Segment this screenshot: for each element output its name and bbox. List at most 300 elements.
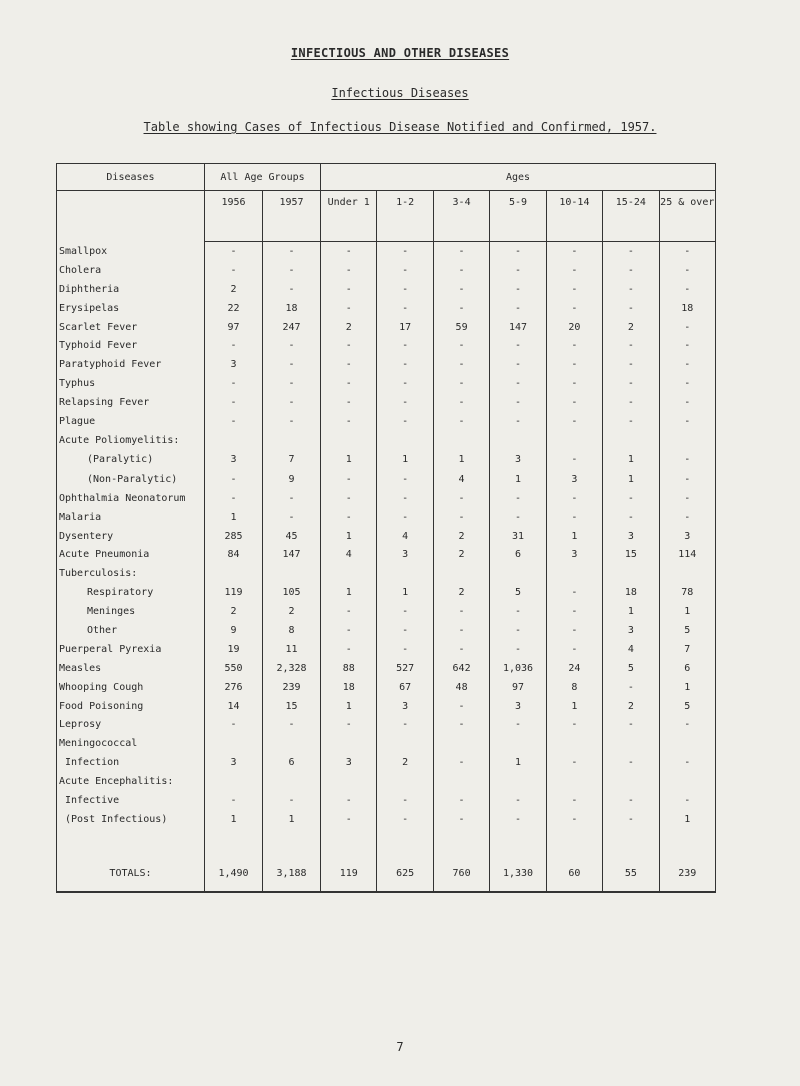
table-cell: 1 <box>603 450 659 470</box>
table-cell: 22 <box>205 299 263 318</box>
table-row <box>57 583 716 602</box>
subheader-cell: 3-4 <box>433 191 489 242</box>
disease-name: Meningococcal <box>57 734 205 753</box>
table-cell <box>321 564 377 583</box>
table-cell: 3 <box>205 450 263 470</box>
table-cell: - <box>263 508 321 527</box>
table-cell: - <box>321 810 377 829</box>
table-cell: - <box>321 355 377 374</box>
table-cell: - <box>490 810 546 829</box>
disease-name: Relapsing Fever <box>57 393 205 412</box>
table-cell: 2 <box>321 318 377 337</box>
table-cell: - <box>433 621 489 640</box>
table-cell: - <box>659 280 715 299</box>
table-cell: - <box>433 299 489 318</box>
table-cell: 1 <box>377 450 433 470</box>
table-cell: - <box>546 791 602 810</box>
table-cell: - <box>659 791 715 810</box>
table-cell: - <box>433 355 489 374</box>
table-cell: - <box>546 242 602 261</box>
disease-name: Acute Poliomyelitis: <box>57 431 205 450</box>
table-cell: - <box>490 715 546 734</box>
spacer-cell <box>321 829 377 857</box>
table-cell: - <box>377 508 433 527</box>
table-cell <box>377 734 433 753</box>
table-row <box>57 318 716 337</box>
table-cell: - <box>321 508 377 527</box>
table-cell: - <box>433 753 489 772</box>
table-cell: 5 <box>659 621 715 640</box>
table-cell: - <box>321 336 377 355</box>
table-cell: - <box>205 715 263 734</box>
table-cell: - <box>321 299 377 318</box>
subheader-cell: 5-9 <box>490 191 546 242</box>
table-cell: - <box>546 299 602 318</box>
table-cell: - <box>659 336 715 355</box>
table-cell: - <box>433 336 489 355</box>
table-cell: 1 <box>546 527 602 546</box>
table-cell: - <box>546 640 602 659</box>
table-cell <box>433 431 489 450</box>
table-cell: - <box>321 469 377 489</box>
table-cell: - <box>603 791 659 810</box>
table-cell <box>659 772 715 791</box>
page-number: 7 <box>396 1040 404 1054</box>
table-cell: - <box>546 621 602 640</box>
table-cell: 1 <box>546 697 602 716</box>
table-cell: 4 <box>321 545 377 564</box>
table-row <box>57 734 716 753</box>
table-cell: - <box>321 393 377 412</box>
table-cell: - <box>377 261 433 280</box>
table-cell: - <box>205 412 263 431</box>
table-cell: - <box>659 261 715 280</box>
table-cell: - <box>433 374 489 393</box>
disease-name: Dysentery <box>57 527 205 546</box>
col-ages: Ages <box>321 164 716 191</box>
table-cell: - <box>433 640 489 659</box>
table-cell: - <box>546 508 602 527</box>
page-title: INFECTIOUS AND OTHER DISEASES <box>290 46 510 60</box>
table-cell: 3 <box>321 753 377 772</box>
subheader-cell: 1-2 <box>377 191 433 242</box>
table-cell: - <box>659 753 715 772</box>
table-cell: 5 <box>490 583 546 602</box>
table-cell: - <box>490 791 546 810</box>
table-row <box>57 412 716 431</box>
table-cell: 7 <box>263 450 321 470</box>
table-cell: - <box>603 374 659 393</box>
table-cell <box>659 431 715 450</box>
table-cell: 1 <box>659 678 715 697</box>
table-cell: - <box>377 715 433 734</box>
table-cell: 3 <box>659 527 715 546</box>
totals-cell: 119 <box>321 857 377 892</box>
table-cell: 97 <box>205 318 263 337</box>
table-cell: 105 <box>263 583 321 602</box>
table-cell <box>603 564 659 583</box>
disease-name: Diphtheria <box>57 280 205 299</box>
table-cell: - <box>321 280 377 299</box>
table-cell <box>263 772 321 791</box>
table-cell: 20 <box>546 318 602 337</box>
disease-name: (Post Infectious) <box>57 810 205 829</box>
spacer-cell <box>603 829 659 857</box>
totals-label: TOTALS: <box>57 857 205 892</box>
table-cell: 48 <box>433 678 489 697</box>
table-cell: - <box>205 336 263 355</box>
table-row <box>57 355 716 374</box>
table-cell: - <box>603 412 659 431</box>
table-cell: - <box>490 355 546 374</box>
disease-name: Smallpox <box>57 242 205 261</box>
table-cell: 1 <box>603 469 659 489</box>
disease-name: Paratyphoid Fever <box>57 355 205 374</box>
totals-cell: 239 <box>659 857 715 892</box>
table-cell: - <box>433 791 489 810</box>
table-cell: - <box>205 791 263 810</box>
spacer-cell <box>490 829 546 857</box>
table-row <box>57 336 716 355</box>
table-cell: 2 <box>603 697 659 716</box>
table-cell: - <box>433 602 489 621</box>
table-cell: 114 <box>659 545 715 564</box>
spacer-cell <box>205 829 263 857</box>
table-cell: - <box>263 280 321 299</box>
subheader-cell: 1956 <box>205 191 263 242</box>
table-row <box>57 527 716 546</box>
table-cell: - <box>659 508 715 527</box>
table-row <box>57 261 716 280</box>
table-cell: 119 <box>205 583 263 602</box>
table-cell <box>490 772 546 791</box>
disease-name: Other <box>57 621 205 640</box>
table-cell <box>377 772 433 791</box>
table-cell: - <box>263 355 321 374</box>
table-cell: - <box>263 336 321 355</box>
table-cell: 3 <box>603 621 659 640</box>
table-cell: 3 <box>377 545 433 564</box>
table-cell: - <box>377 242 433 261</box>
disease-name: Scarlet Fever <box>57 318 205 337</box>
table-cell: - <box>546 489 602 508</box>
table-cell: - <box>377 640 433 659</box>
table-cell: 4 <box>433 469 489 489</box>
table-cell: - <box>377 336 433 355</box>
table-cell: - <box>603 280 659 299</box>
table-cell: - <box>433 715 489 734</box>
totals-cell: 3,188 <box>263 857 321 892</box>
table-cell: - <box>433 697 489 716</box>
disease-name: Puerperal Pyrexia <box>57 640 205 659</box>
table-cell: - <box>659 374 715 393</box>
table-cell: 8 <box>546 678 602 697</box>
disease-name: Tuberculosis: <box>57 564 205 583</box>
table-cell: - <box>377 393 433 412</box>
table-cell <box>603 431 659 450</box>
table-cell: - <box>377 621 433 640</box>
table-cell: - <box>321 791 377 810</box>
table-cell: - <box>490 508 546 527</box>
table-cell: - <box>263 412 321 431</box>
table-cell <box>377 564 433 583</box>
disease-name: Acute Encephalitis: <box>57 772 205 791</box>
table-cell: - <box>205 261 263 280</box>
disease-name: Respiratory <box>57 583 205 602</box>
table-cell: 9 <box>205 621 263 640</box>
table-row <box>57 431 716 450</box>
table-row <box>57 810 716 829</box>
table-cell: - <box>263 715 321 734</box>
table-cell <box>603 734 659 753</box>
disease-name: Malaria <box>57 508 205 527</box>
table-cell: 7 <box>659 640 715 659</box>
table-cell: - <box>205 242 263 261</box>
table-cell: - <box>205 374 263 393</box>
table-cell <box>490 734 546 753</box>
table-cell: 147 <box>263 545 321 564</box>
disease-name: Measles <box>57 659 205 678</box>
table-cell: 1 <box>263 810 321 829</box>
table-row <box>57 791 716 810</box>
table-cell: - <box>490 621 546 640</box>
table-cell <box>263 734 321 753</box>
totals-cell: 1,330 <box>490 857 546 892</box>
table-cell: - <box>546 583 602 602</box>
table-cell: - <box>546 261 602 280</box>
spacer-cell <box>263 829 321 857</box>
table-cell: 9 <box>263 469 321 489</box>
subheader-cell: Under 1 <box>321 191 377 242</box>
totals-cell: 55 <box>603 857 659 892</box>
table-cell <box>546 772 602 791</box>
table-cell <box>546 564 602 583</box>
table-cell: 1 <box>205 508 263 527</box>
table-cell: 2 <box>433 583 489 602</box>
table-cell <box>205 564 263 583</box>
subheader-cell: 15-24 <box>603 191 659 242</box>
table-cell: - <box>603 355 659 374</box>
table-cell: 2 <box>377 753 433 772</box>
table-cell: 285 <box>205 527 263 546</box>
table-cell: 1 <box>205 810 263 829</box>
table-cell: 2 <box>433 527 489 546</box>
table-cell: - <box>546 450 602 470</box>
disease-name: Acute Pneumonia <box>57 545 205 564</box>
table-row <box>57 621 716 640</box>
table-cell: 14 <box>205 697 263 716</box>
table-cell: 147 <box>490 318 546 337</box>
table-row <box>57 753 716 772</box>
table-cell: - <box>659 393 715 412</box>
col-all-age-groups: All Age Groups <box>205 164 321 191</box>
table-cell: - <box>546 374 602 393</box>
table-cell: 19 <box>205 640 263 659</box>
table-cell: - <box>546 810 602 829</box>
table-cell: - <box>603 242 659 261</box>
table-cell <box>490 431 546 450</box>
subheader-blank <box>57 191 205 242</box>
table-cell <box>377 431 433 450</box>
table-cell: - <box>603 715 659 734</box>
table-cell: - <box>263 261 321 280</box>
table-cell: - <box>433 810 489 829</box>
table-cell: - <box>205 393 263 412</box>
table-cell: - <box>490 374 546 393</box>
disease-name: Infective <box>57 791 205 810</box>
table-cell: - <box>603 393 659 412</box>
spacer-cell <box>546 829 602 857</box>
table-cell: - <box>433 489 489 508</box>
spacer-cell <box>433 829 489 857</box>
table-cell: 2 <box>205 280 263 299</box>
table-cell: 31 <box>490 527 546 546</box>
table-cell: - <box>321 602 377 621</box>
infectious-diseases-table <box>56 163 716 893</box>
table-cell: - <box>546 280 602 299</box>
col-diseases: Diseases <box>57 164 205 191</box>
table-cell <box>659 734 715 753</box>
disease-name: Typhus <box>57 374 205 393</box>
totals-cell: 1,490 <box>205 857 263 892</box>
disease-name: Whooping Cough <box>57 678 205 697</box>
table-cell: 1 <box>321 697 377 716</box>
subheader-cell: 10-14 <box>546 191 602 242</box>
table-row <box>57 602 716 621</box>
table-row <box>57 242 716 261</box>
table-cell: 3 <box>546 545 602 564</box>
table-cell: 3 <box>490 450 546 470</box>
table-cell: - <box>321 261 377 280</box>
table-cell: 2,328 <box>263 659 321 678</box>
table-cell: - <box>603 678 659 697</box>
table-row <box>57 545 716 564</box>
table-cell: 550 <box>205 659 263 678</box>
totals-row <box>57 857 716 892</box>
table-cell: 527 <box>377 659 433 678</box>
spacer-cell <box>659 829 715 857</box>
table-cell: 1 <box>490 469 546 489</box>
subheader-cell: 25 & over <box>659 191 715 242</box>
table-cell: 3 <box>205 355 263 374</box>
table-cell: - <box>546 602 602 621</box>
table-cell: 18 <box>659 299 715 318</box>
table-cell: - <box>490 242 546 261</box>
table-cell: - <box>603 753 659 772</box>
table-cell: 2 <box>433 545 489 564</box>
table-row <box>57 715 716 734</box>
table-cell: - <box>659 469 715 489</box>
table-cell: 4 <box>377 527 433 546</box>
table-cell <box>205 431 263 450</box>
table-row <box>57 374 716 393</box>
table-cell <box>659 564 715 583</box>
table-cell <box>263 431 321 450</box>
table-cell: - <box>321 489 377 508</box>
table-cell: - <box>433 280 489 299</box>
table-cell: - <box>433 261 489 280</box>
table-row <box>57 697 716 716</box>
table-cell <box>490 564 546 583</box>
table-row <box>57 659 716 678</box>
table-cell: 2 <box>603 318 659 337</box>
spacer-cell <box>377 829 433 857</box>
spacer-cell <box>57 829 205 857</box>
table-cell: - <box>659 450 715 470</box>
table-cell: - <box>490 261 546 280</box>
disease-name: Erysipelas <box>57 299 205 318</box>
table-cell: 18 <box>603 583 659 602</box>
table-cell <box>546 431 602 450</box>
table-cell: 642 <box>433 659 489 678</box>
table-cell: 88 <box>321 659 377 678</box>
table-cell <box>321 431 377 450</box>
table-cell: 276 <box>205 678 263 697</box>
table-cell: - <box>377 489 433 508</box>
table-cell: 15 <box>263 697 321 716</box>
table-row <box>57 772 716 791</box>
table-cell: - <box>321 640 377 659</box>
table-cell: 239 <box>263 678 321 697</box>
totals-cell: 625 <box>377 857 433 892</box>
table-cell: - <box>321 621 377 640</box>
section-subtitle: Infectious Diseases <box>331 86 469 100</box>
table-cell: 3 <box>377 697 433 716</box>
disease-name: Typhoid Fever <box>57 336 205 355</box>
table-cell: - <box>490 412 546 431</box>
table-cell <box>433 564 489 583</box>
table-cell: - <box>377 299 433 318</box>
table-cell: 1 <box>659 602 715 621</box>
table-cell: - <box>603 299 659 318</box>
table-cell: 1 <box>321 583 377 602</box>
table-cell: - <box>490 393 546 412</box>
table-row <box>57 640 716 659</box>
table-cell: - <box>433 508 489 527</box>
table-cell: - <box>377 374 433 393</box>
table-cell: - <box>490 602 546 621</box>
table-cell <box>205 734 263 753</box>
table-cell: 5 <box>603 659 659 678</box>
table-cell: - <box>433 393 489 412</box>
table-cell: - <box>659 412 715 431</box>
table-caption: Table showing Cases of Infectious Disease Notified and Confirmed, 1957. <box>143 120 657 134</box>
table-cell: 1 <box>603 602 659 621</box>
table-cell: 11 <box>263 640 321 659</box>
table-cell: - <box>263 242 321 261</box>
table-cell: 24 <box>546 659 602 678</box>
table-cell: - <box>263 489 321 508</box>
table-cell: - <box>377 791 433 810</box>
table-cell: 78 <box>659 583 715 602</box>
table-cell <box>433 734 489 753</box>
table-cell: 18 <box>263 299 321 318</box>
table-cell: 97 <box>490 678 546 697</box>
table-cell <box>263 564 321 583</box>
table-cell: 1 <box>321 527 377 546</box>
disease-name: Food Poisoning <box>57 697 205 716</box>
table-cell: 6 <box>659 659 715 678</box>
disease-name: Meninges <box>57 602 205 621</box>
table-cell: 84 <box>205 545 263 564</box>
table-cell: 2 <box>263 602 321 621</box>
table-cell: - <box>490 336 546 355</box>
table-cell: - <box>659 489 715 508</box>
table-cell: 1 <box>321 450 377 470</box>
table-row <box>57 299 716 318</box>
table-row <box>57 489 716 508</box>
table-cell: - <box>546 715 602 734</box>
